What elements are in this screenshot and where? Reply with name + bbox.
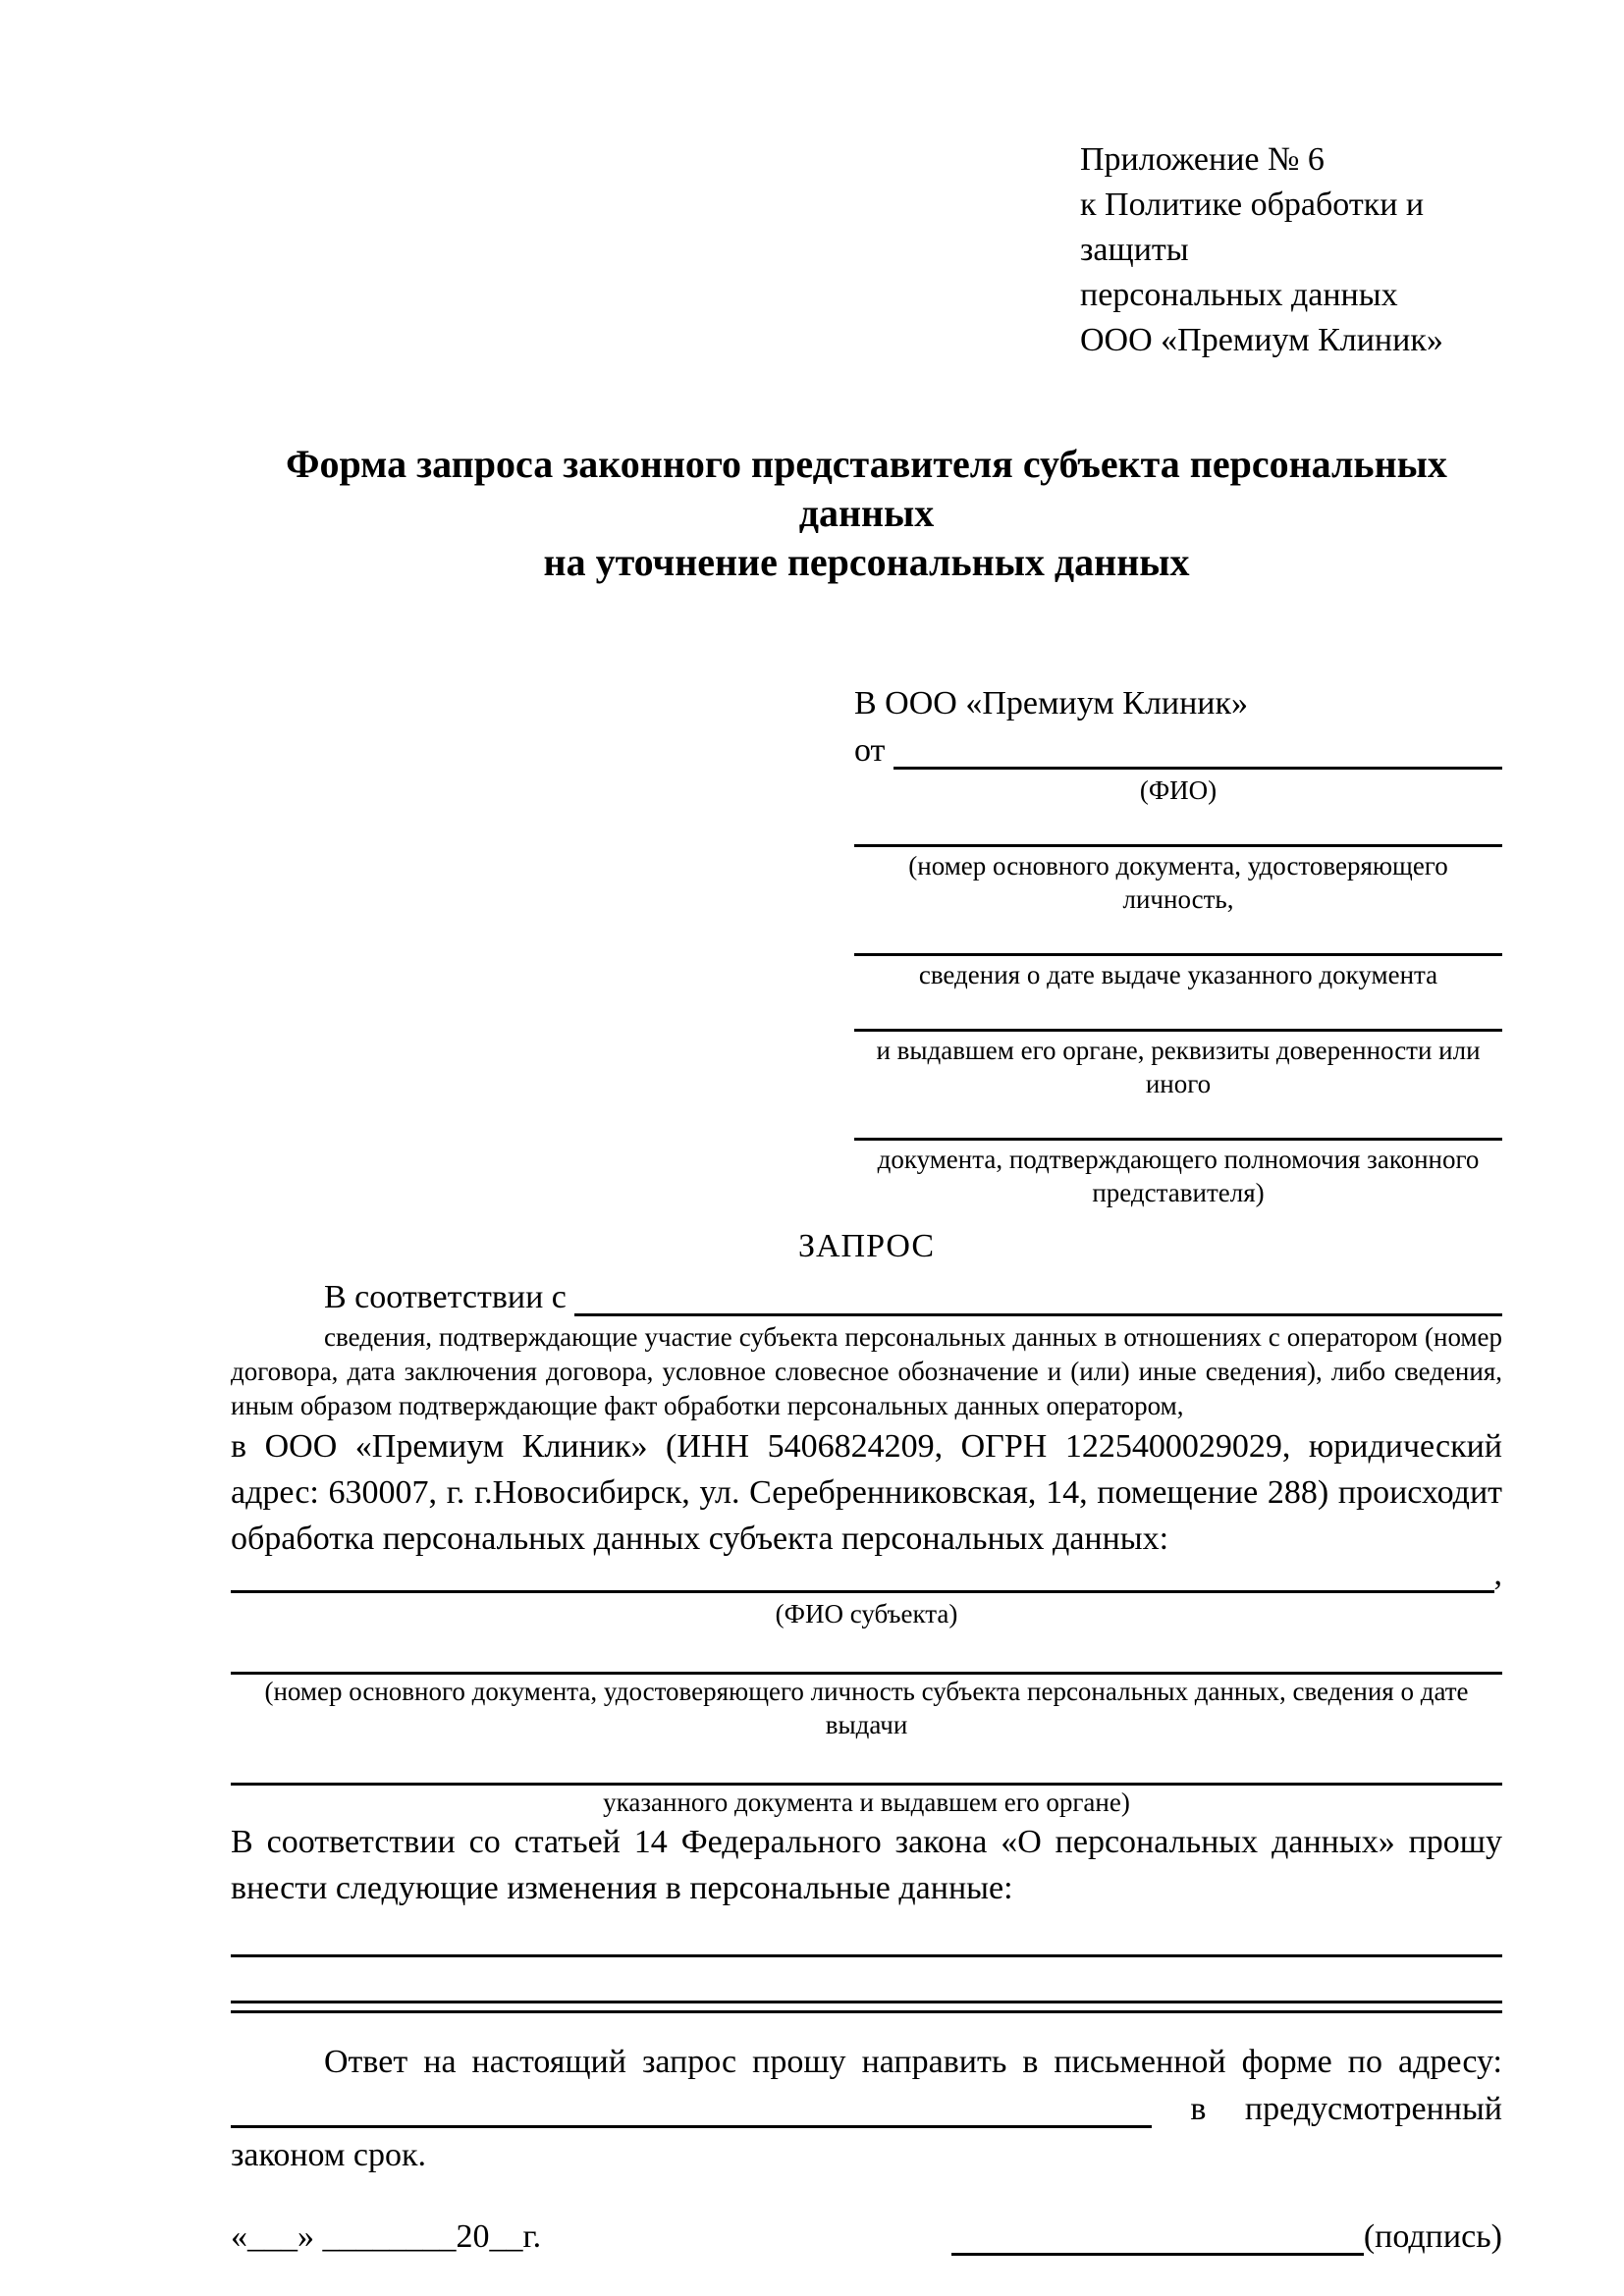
article14-paragraph: В соответствии со статьей 14 Федерального закона «О персональных данных» прошу внести следующие изменения в персональные данные:	[231, 1824, 1502, 1906]
fio-blank-field	[893, 767, 1502, 770]
answer-tail: законом срок.	[231, 2137, 426, 2173]
issuing-authority-caption: и выдавшем его органе, реквизиты доверенности или иного	[876, 1036, 1481, 1098]
answer-paragraph: Ответ на настоящий запрос прошу направить в письменной форме по адресу:	[324, 2044, 1502, 2080]
from-label: от	[854, 732, 893, 769]
appendix-line: к Политике обработки и защиты	[1080, 187, 1425, 268]
fine-print-note: сведения, подтверждающие участие субъекта персональных данных в отношениях с оператором (номер договора, дата заключения договора, условное словесное обозначение и (или) иные сведения), либо сведения, иным образом подтверждающие факт обработки персональных данных оператором,	[231, 1322, 1502, 1420]
fio-caption: (ФИО)	[1139, 775, 1218, 805]
accordance-label: В соответствии с	[324, 1279, 575, 1315]
subject-document-caption-1: (номер основного документа, удостоверяющего личность субъекта персональных данных, сведения о дате выдачи	[264, 1677, 1469, 1739]
answer-address-row	[231, 2085, 1502, 2132]
from-row	[854, 726, 1502, 774]
subject-document-caption-2: указанного документа и выдавшем его органе)	[603, 1788, 1130, 1817]
comma-mark: ,	[1493, 1556, 1502, 1592]
signature-blank-field	[951, 2253, 1364, 2256]
accordance-row	[231, 1273, 1502, 1320]
appendix-note	[1080, 137, 1502, 363]
answer-word-v: в	[1190, 2091, 1207, 2127]
subject-document-blank-field-2	[231, 1741, 1502, 1786]
date-blank-field: «___» ________20__г.	[231, 2218, 542, 2255]
addressee-to: В ООО «Премиум Клиник»	[854, 685, 1249, 721]
authority-document-blank-field	[854, 1100, 1502, 1141]
signature-caption: (подпись)	[1363, 2218, 1502, 2255]
changes-blank-field-1	[231, 1911, 1502, 1957]
subject-document-blank-field	[231, 1630, 1502, 1675]
document-title	[231, 440, 1502, 587]
document-number-caption: (номер основного документа, удостоверяющего личность,	[908, 851, 1448, 914]
issue-date-blank-field	[854, 916, 1502, 956]
request-heading: ЗАПРОС	[797, 1228, 936, 1264]
appendix-line: ООО «Премиум Клиник»	[1080, 322, 1443, 358]
addressee-block	[854, 680, 1502, 1209]
subject-fio-row	[231, 1556, 1502, 1597]
authority-document-caption: документа, подтверждающего полномочия законного представителя)	[877, 1145, 1480, 1207]
signature-group	[951, 2214, 1502, 2260]
date-signature-row	[231, 2214, 1502, 2260]
document-title-line1: Форма запроса законного представителя субъекта персональных данных	[286, 442, 1447, 535]
address-blank-field	[231, 2125, 1152, 2128]
issuing-authority-blank-field	[854, 991, 1502, 1032]
document-title-line2: на уточнение персональных данных	[543, 540, 1190, 584]
appendix-line: персональных данных	[1080, 277, 1398, 313]
operator-paragraph: в ООО «Премиум Клиник» (ИНН 5406824209, ОГРН 1225400029029, юридический адрес: 630007, г. г.Новосибирск, ул. Серебренниковская, 14, помещение 288) происходит обработка персональных данных субъекта персональных данных:	[231, 1428, 1502, 1557]
document-number-blank-field	[854, 807, 1502, 847]
subject-fio-caption: (ФИО субъекта)	[775, 1599, 958, 1629]
changes-blank-field-2	[231, 2001, 1502, 2013]
accordance-blank-field	[574, 1313, 1502, 1316]
issue-date-caption: сведения о дате выдаче указанного документа	[918, 960, 1438, 989]
appendix-line: Приложение № 6	[1080, 141, 1325, 178]
subject-fio-blank-field	[231, 1590, 1494, 1593]
answer-word-predusmotrennyi: предусмотренный	[1244, 2091, 1502, 2127]
